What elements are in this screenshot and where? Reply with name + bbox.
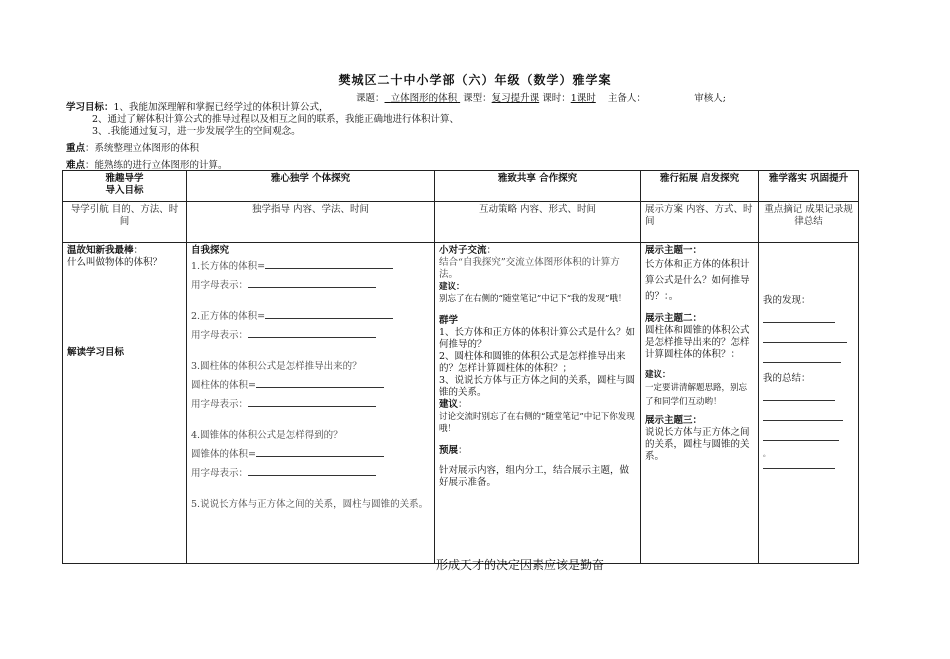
table-subheader-row: [63, 202, 859, 243]
q1-letter-blank[interactable]: [248, 278, 376, 288]
col4-suggestion-text: 一定要讲清解题思路，别忘了和同学们互动哟！: [645, 383, 748, 407]
my-discovery-label: 我的发现：: [763, 295, 811, 306]
preview-text: 针对展示内容，组内分工，结合展示主题，做好展示准备。: [439, 465, 630, 488]
discovery-line-1[interactable]: [763, 313, 835, 323]
discovery-line-2[interactable]: [763, 333, 847, 343]
header-col1: 雅趣导学 导入目标: [63, 171, 187, 202]
q2-letter: 用字母表示：: [191, 330, 249, 341]
review-question: 什么叫做物体的体积？: [67, 257, 163, 268]
subheader-col3: 互动策略 内容、形式、时间: [435, 202, 641, 243]
q4-letter-blank[interactable]: [248, 466, 376, 476]
q3-letter-blank[interactable]: [248, 397, 376, 407]
q1-letter: 用字母表示：: [191, 280, 249, 291]
pair-exchange-text: 结合“自我探究”交流立体图形体积的计算方法。: [439, 257, 620, 280]
difficulty-text: ：能熟练的进行立体图形的计算。: [85, 160, 228, 171]
suggestion2-text: 讨论交流时别忘了在右侧的“随堂笔记”中记下你发现哦！: [439, 412, 635, 434]
theme2-label: 展示主题二：: [645, 313, 703, 324]
reviewer-label: 审核人;: [694, 93, 726, 104]
footer-quote: 形成天才的决定因素应该是勤奋: [436, 558, 605, 572]
goal-3: 3、.我能通过复习，进一步发展学生的空间观念。: [92, 126, 301, 137]
theme2-text: 圆柱体和圆锥的体积公式是怎样推导出来的？怎样计算圆柱体的体积？：: [645, 325, 750, 360]
col2-cell: [187, 243, 435, 564]
header-col4: 雅行拓展 启发探究: [641, 171, 759, 202]
group-q3: 3、说说长方体与正方体之间的关系，圆柱与圆锥的关系。: [439, 375, 636, 398]
learning-goals: [66, 102, 459, 172]
theme3-label: 展示主题三：: [645, 415, 703, 426]
goal-2: 2、通过了解体积计算公式的推导过程以及相互之间的联系，我能正确地进行体积计算、: [92, 114, 460, 125]
self-explore-heading: 自我探究: [191, 245, 230, 256]
q3-text: 3.圆柱体的体积公式是怎样推导出来的？: [191, 361, 362, 372]
summary-line-3[interactable]: [763, 431, 839, 441]
review-heading: 温故知新我最棒: [67, 245, 134, 256]
subheader-col1: 导学引航 目的、方法、时间: [63, 202, 187, 243]
topic-label: 课题：: [356, 93, 385, 104]
group-q1: 1、长方体和正方体的体积计算公式是什么？如何推导的？: [439, 327, 636, 350]
q3-volume-blank[interactable]: [256, 378, 384, 388]
summary-line-1[interactable]: [763, 391, 835, 401]
table-body-row: [63, 243, 859, 564]
summary-dot: 。: [763, 450, 770, 458]
theme1-label: 展示主题一：: [645, 245, 703, 256]
header-col3: 雅致共享 合作探究: [435, 171, 641, 202]
pair-exchange-heading: 小对子交流: [439, 245, 487, 256]
subheader-col5: 重点摘记 成果记录规律总结: [759, 202, 859, 243]
preview-heading: 预展: [439, 445, 459, 456]
goals-label: 学习目标：: [66, 102, 114, 113]
q2-text: 2.正方体的体积=: [191, 311, 266, 322]
key-point-label: 重点: [66, 143, 86, 154]
q4-letter: 用字母表示：: [191, 468, 249, 479]
theme1-text: 长方体和正方体的体积计算公式是什么？如何推导的？：。: [645, 259, 750, 302]
my-summary-label: 我的总结：: [763, 373, 811, 384]
theme3-text: 说说长方体与正方体之间的关系，圆柱与圆锥的关系。: [645, 427, 750, 462]
suggestion2-label: 建议: [439, 399, 459, 410]
page-title: 樊城区二十中小学部（六）年级（数学）雅学案: [338, 73, 612, 87]
q1-blank[interactable]: [265, 259, 393, 269]
goal-1: 1、我能加深理解和掌握已经学过的体积计算公式，: [113, 102, 329, 113]
key-point-text: ：系统整理立体图形的体积: [85, 143, 200, 154]
header-col2: 雅心独学 个体探究: [187, 171, 435, 202]
q2-letter-blank[interactable]: [248, 328, 376, 338]
preparer-label: 主备人：: [607, 93, 646, 104]
subheader-col4: 展示方案 内容、方式、时间: [641, 202, 759, 243]
col1-cell: 温故知新我最棒： 什么叫做物体的体积？ 解读学习目标: [63, 243, 187, 564]
group-study-heading: 群学: [439, 315, 459, 326]
suggestion1-text: 别忘了在右侧的“随堂笔记”中记下“我的发现”哦！: [439, 294, 627, 304]
period-value: 1课时: [570, 93, 596, 104]
q5-text: 5.说说长方体与正方体之间的关系，圆柱与圆锥的关系。: [191, 499, 429, 510]
lesson-table: [62, 170, 859, 564]
period-label: 课时：: [542, 93, 571, 104]
difficulty-label: 难点: [66, 160, 86, 171]
goals-reading-heading: 解读学习目标: [67, 347, 125, 358]
q1-text: 1.长方体的体积=: [191, 261, 266, 272]
suggestion1-label: 建议：: [439, 282, 465, 292]
header-col5: 雅学落实 巩固提升: [759, 171, 859, 202]
q4-text: 4.圆锥体的体积公式是怎样得到的？: [191, 430, 343, 441]
q2-blank[interactable]: [265, 309, 393, 319]
group-q2: 2、圆柱体和圆锥的体积公式是怎样推导出来的？怎样计算圆柱体的体积？；: [439, 351, 626, 374]
q4-volume: 圆锥体的体积=: [191, 449, 256, 460]
q3-volume: 圆柱体的体积=: [191, 380, 256, 391]
summary-line-4[interactable]: [763, 459, 835, 469]
summary-line-2[interactable]: [763, 411, 843, 421]
type-label: 课型：: [463, 93, 492, 104]
topic-value: 立体图形的体积: [390, 93, 458, 104]
table-header-row: [63, 171, 859, 202]
type-value: 复习提升课: [491, 93, 540, 104]
col5-cell: [759, 243, 859, 564]
col4-cell: [641, 243, 759, 564]
col4-suggestion-label: 建议：: [645, 370, 671, 380]
discovery-line-3[interactable]: [763, 353, 841, 363]
q4-volume-blank[interactable]: [256, 447, 384, 457]
q3-letter: 用字母表示：: [191, 399, 249, 410]
subheader-col2: 独学指导 内容、学法、时间: [187, 202, 435, 243]
col3-cell: 小对子交流： 结合“自我探究”交流立体图形体积的计算方法。 建议： 别忘了在右侧的“随堂笔记”中记下“我的发现”哦！ 群学 1、长方体和正方体的体积计算公式是什么？如何推导的？ 2、圆柱体和圆锥的体积公式是怎样推导出来的？怎样计算圆柱体的体积？； 3、说说长方体与正方体之间的关系，圆柱与圆锥的关系。 建议： 讨论交流时别忘了在右侧的“随堂笔记”中记下你发现哦！ 预展： 针对展示内容，组内分工，结合展示主题，做好展示准备。: [435, 243, 641, 564]
